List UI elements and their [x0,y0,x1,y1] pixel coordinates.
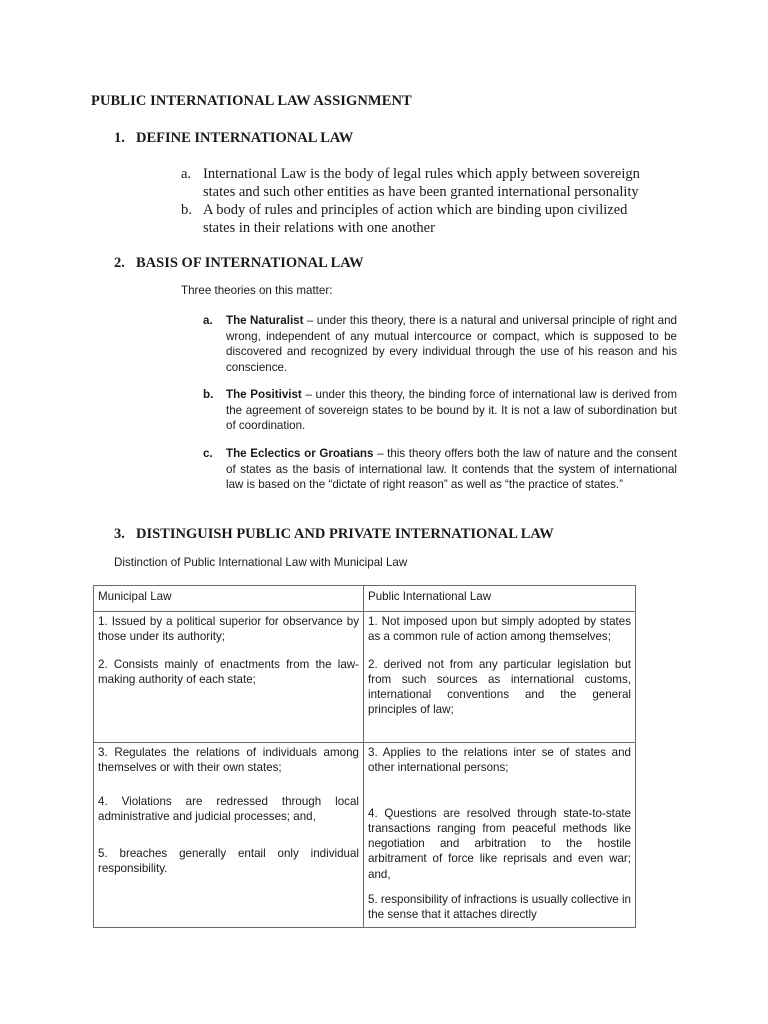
municipal-point-4: 4. Violations are redressed through local administrative and judicial processes; and, [98,794,359,823]
theory-marker: c. [203,447,213,460]
item-marker: a. [181,166,192,182]
item-text: A body of rules and principles of action which are binding upon civilized states in their relations with one another [203,202,628,236]
comparison-table [93,585,636,928]
theory-text: – under this theory, the binding force of international law is derived from the agreement of sovereign states to be bound by it. It is not a law of subordination but of coordination. [226,388,677,432]
public-point-5: 5. responsibility of infractions is usually collective in the sense that it attaches directly [368,893,631,922]
theory-text: – this theory offers both the law of nature and the consent of states as the basis of international law. It contends that the system of international law is based on the “dictate of right reason” as well as “the practice of states.” [226,447,678,491]
municipal-point-1: 1. Issued by a political superior for observance by those under its authority; [98,615,359,644]
theory-positivist [203,387,677,434]
section-number: 2. [114,255,125,271]
definition-item-a [181,165,661,201]
section-number: 1. [114,130,125,146]
table-cell-municipal [94,612,364,743]
section-3-intro: Distinction of Public International Law with Municipal Law [114,556,408,569]
section-2-intro: Three theories on this matter: [181,284,333,297]
table-row [94,743,636,928]
table-cell-public [364,743,636,928]
section-number: 3. [114,526,125,542]
section-title: DEFINE INTERNATIONAL LAW [136,130,354,146]
theory-text: – under this theory, there is a natural and universal principle of right and wrong, independent of any mutual intercource or compact, which is supposed to be discovered and recognized by every individual through the use of his reason and his conscience. [226,314,678,374]
theory-eclectics [203,446,677,493]
theory-marker: a. [203,314,213,327]
public-point-4: 4. Questions are resolved through state-to-state transactions ranging from peaceful methods like negotiation and arbitration to the hostile arbitrament of force like reprisals and even war; and, [368,806,631,881]
theory-name: The Naturalist [226,314,304,327]
table-cell-municipal [94,743,364,928]
public-point-3: 3. Applies to the relations inter se of states and other international persons; [368,746,631,775]
public-point-1: 1. Not imposed upon but simply adopted by states as a common rule of action among themselves; [368,615,631,644]
table-cell-public [364,612,636,743]
section-1-heading [114,130,353,147]
theory-naturalist [203,313,677,375]
document-title: PUBLIC INTERNATIONAL LAW ASSIGNMENT [91,93,412,109]
section-title: BASIS OF INTERNATIONAL LAW [136,255,364,271]
column-header-public-international-law: Public International Law [364,586,636,612]
public-point-2: 2. derived not from any particular legislation but from such sources as international customs, international conventions and the general principles of law; [368,657,631,717]
item-marker: b. [181,202,192,218]
municipal-point-2: 2. Consists mainly of enactments from the law-making authority of each state; [98,657,359,686]
municipal-point-5: 5. breaches generally entail only individual responsibility. [98,847,359,876]
item-text: International Law is the body of legal rules which apply between sovereign states and such other entities as have been granted international personality [203,166,640,200]
column-header-municipal-law: Municipal Law [94,586,364,612]
theory-marker: b. [203,388,214,401]
table-header-row [94,586,636,612]
section-3-heading [114,526,554,543]
theory-name: The Eclectics or Groatians [226,447,374,460]
theory-name: The Positivist [226,388,302,401]
table-row [94,612,636,743]
section-title: DISTINGUISH PUBLIC AND PRIVATE INTERNATIONAL LAW [136,526,554,542]
municipal-point-3: 3. Regulates the relations of individuals among themselves or with their own states; [98,746,359,775]
section-2-heading [114,255,364,272]
definition-item-b [181,201,661,237]
